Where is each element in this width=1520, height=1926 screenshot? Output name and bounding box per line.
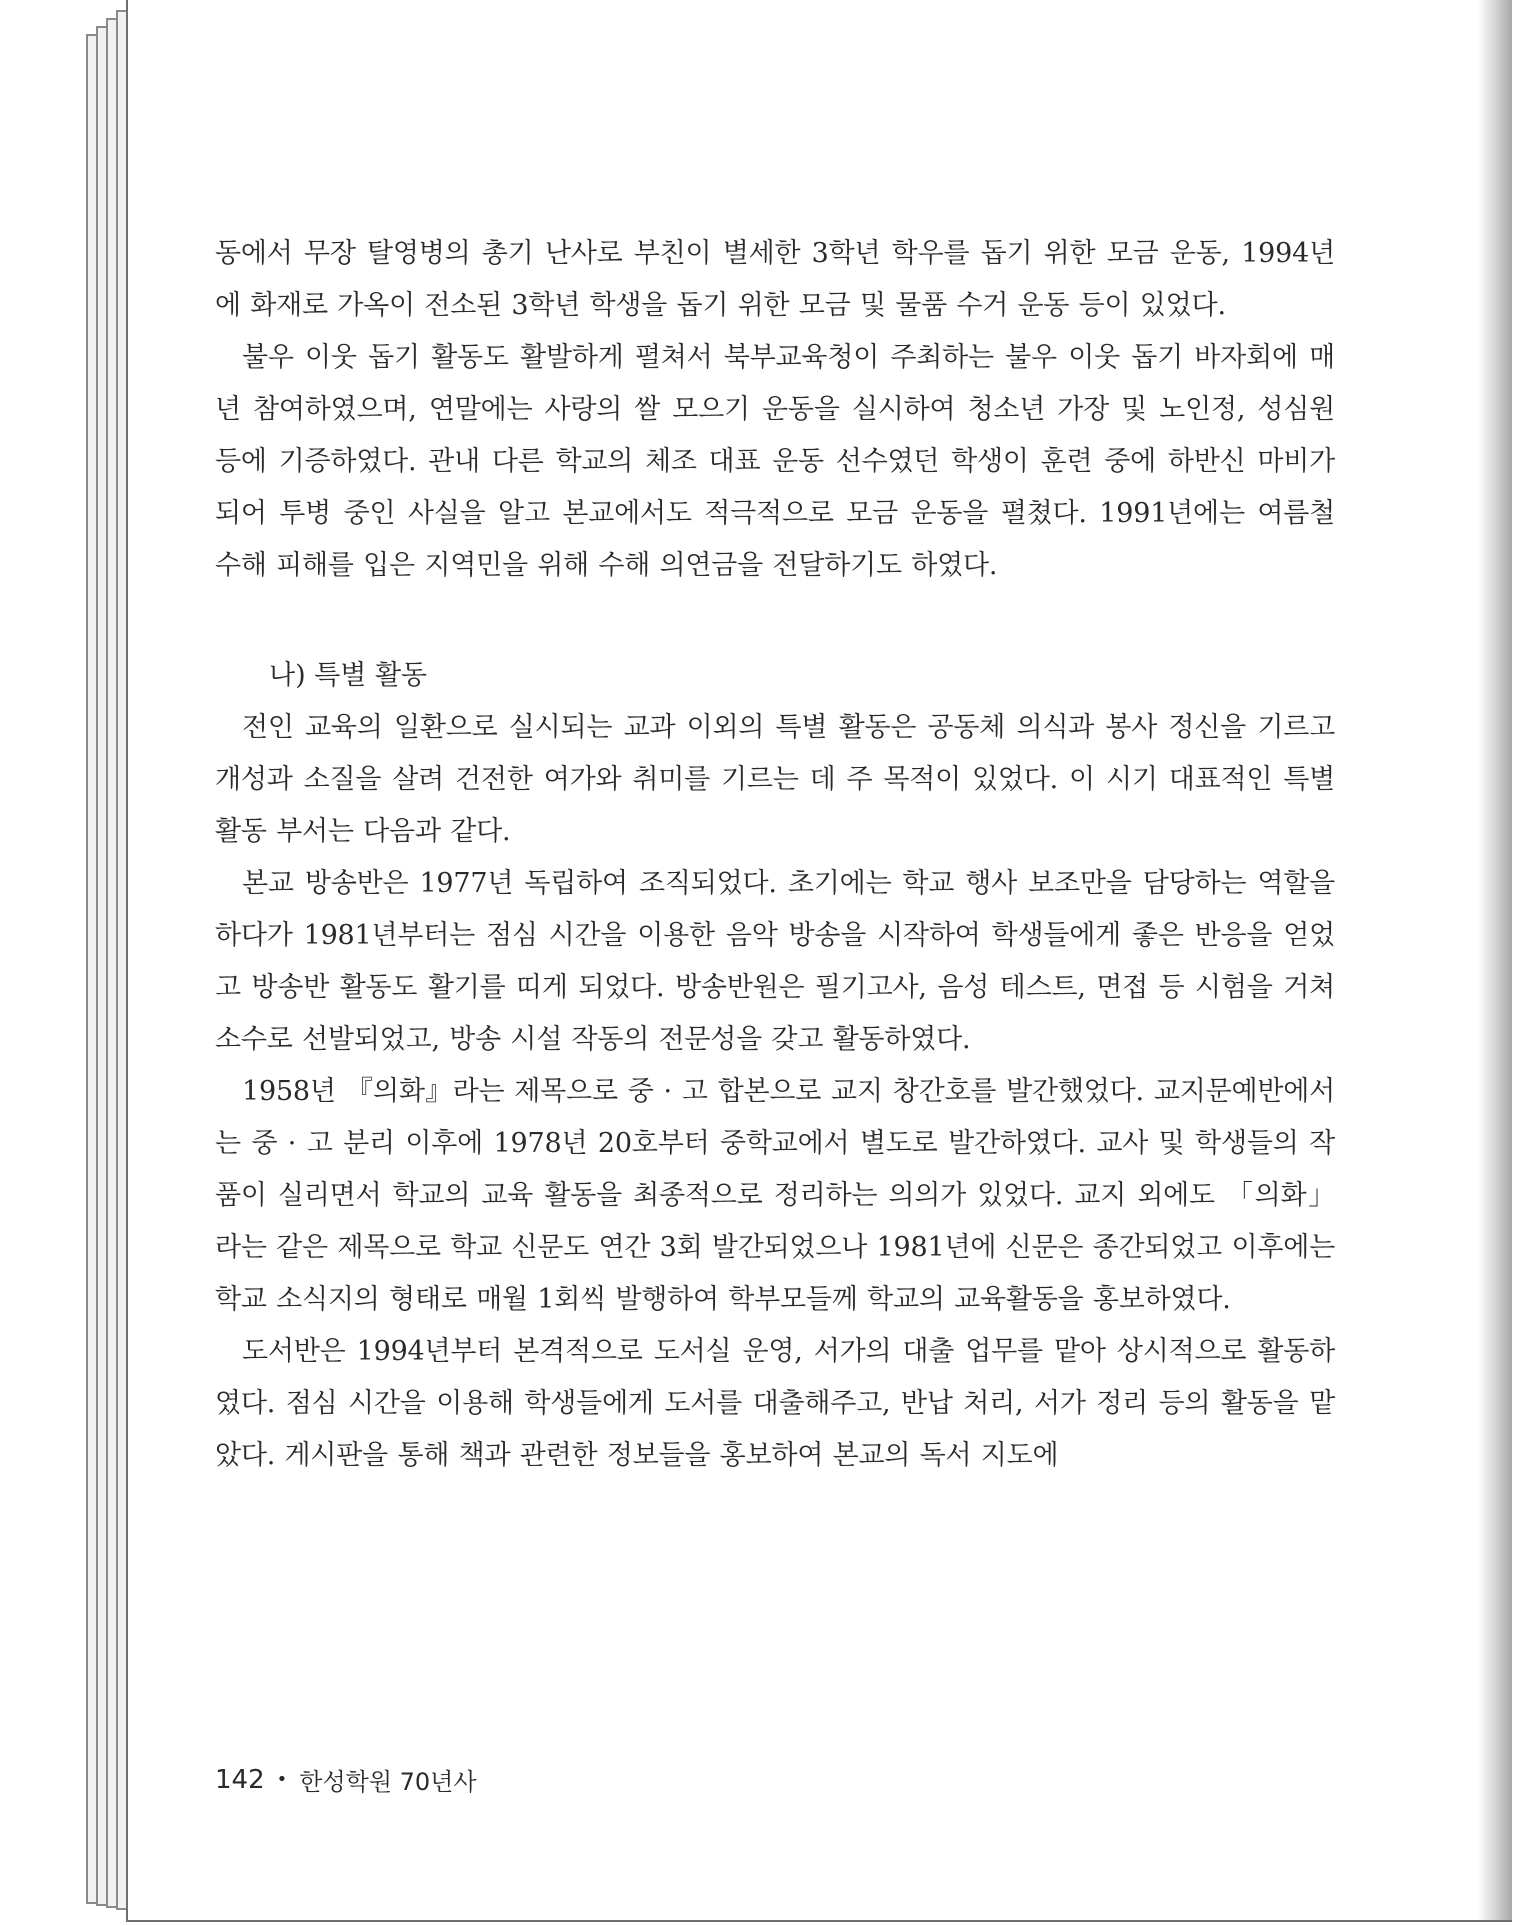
book-title: 한성학원 70년사 [299, 1768, 477, 1796]
page-number: 142 [215, 1764, 265, 1795]
section-heading: 나) 특별 활동 [269, 660, 428, 691]
paragraph: 동에서 무장 탈영병의 총기 난사로 부친이 별세한 3학년 학우를 돕기 위한 모금 운동, 1994년에 화재로 가옥이 전소된 3학년 학생을 돕기 위한 모금 및 물품 수거 운동 등이 있었다. [215, 238, 1335, 321]
paragraph: 1958년 『의화』라는 제목으로 중 · 고 합본으로 교지 창간호를 발간했었다. 교지문예반에서는 중 · 고 분리 이후에 1978년 20호부터 중학교에서 별도로 발간하였다. 교사 및 학생들의 작품이 실리면서 학교의 교육 활동을 최종적으로 정리하는 의의가 있었다. 교지 외에도 「의화」라는 같은 제목으로 학교 신문도 연간 3회 발간되었으나 1981년에 신문은 종간되었고 이후에는 학교 소식지의 형태로 매월 1회씩 발행하여 학부모들께 학교의 교육활동을 홍보하였다. [215, 1076, 1335, 1315]
body-text [215, 228, 1335, 1482]
paragraph: 도서반은 1994년부터 본격적으로 도서실 운영, 서가의 대출 업무를 맡아 상시적으로 활동하였다. 점심 시간을 이용해 학생들에게 도서를 대출해주고, 반납 처리, 서가 정리 등의 활동을 맡았다. 게시판을 통해 책과 관련한 정보들을 홍보하여 본교의 독서 지도에 [215, 1336, 1335, 1471]
paragraph: 불우 이웃 돕기 활동도 활발하게 펼쳐서 북부교육청이 주최하는 불우 이웃 돕기 바자회에 매년 참여하였으며, 연말에는 사랑의 쌀 모으기 운동을 실시하여 청소년 가장 및 노인정, 성심원 등에 기증하였다. 관내 다른 학교의 체조 대표 운동 선수였던 학생이 훈련 중에 하반신 마비가 되어 투병 중인 사실을 알고 본교에서도 적극적으로 모금 운동을 펼쳤다. 1991년에는 여름철 수해 피해를 입은 지역민을 위해 수해 의연금을 전달하기도 하였다. [215, 342, 1335, 581]
page-shadow [1478, 0, 1512, 1920]
page-footer [215, 1762, 477, 1797]
paragraph: 본교 방송반은 1977년 독립하여 조직되었다. 초기에는 학교 행사 보조만을 담당하는 역할을 하다가 1981년부터는 점심 시간을 이용한 음악 방송을 시작하여 학생들에게 좋은 반응을 얻었고 방송반 활동도 활기를 띠게 되었다. 방송반원은 필기고사, 음성 테스트, 면접 등 시험을 거쳐 소수로 선발되었고, 방송 시설 작동의 전문성을 갖고 활동하였다. [215, 868, 1335, 1055]
footer-separator: • [276, 1769, 288, 1790]
paragraph: 전인 교육의 일환으로 실시되는 교과 이외의 특별 활동은 공동체 의식과 봉사 정신을 기르고 개성과 소질을 살려 건전한 여가와 취미를 기르는 데 주 목적이 있었다. 이 시기 대표적인 특별활동 부서는 다음과 같다. [215, 712, 1335, 847]
